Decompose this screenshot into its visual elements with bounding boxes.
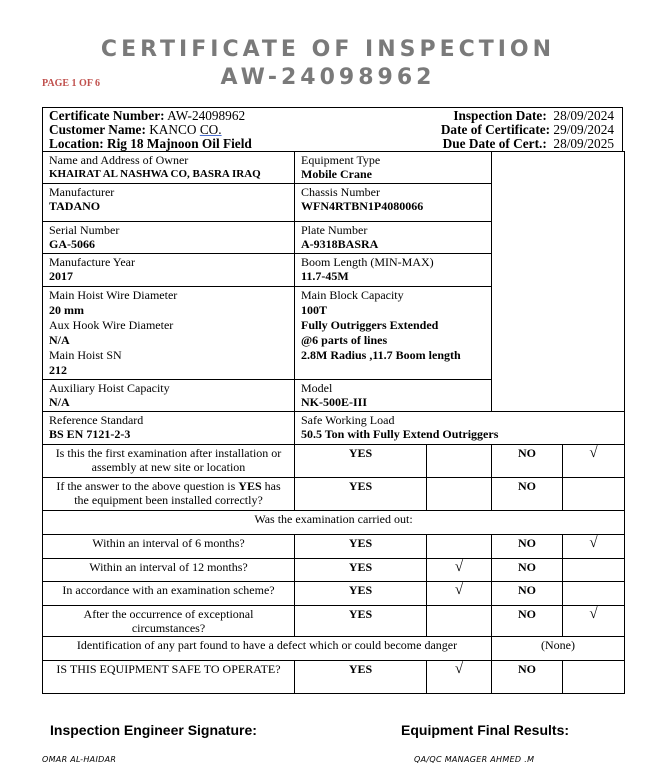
manufacturer-cell [43, 184, 295, 222]
yes-check-empty [427, 606, 492, 637]
customer-value: KANCO [149, 122, 200, 137]
no-check-empty [563, 478, 625, 511]
swl-cell [295, 412, 625, 445]
inspection-table [42, 151, 625, 694]
question-examination-scheme: In accordance with an examination scheme? [43, 582, 295, 606]
owner-cell [43, 152, 295, 184]
check-mark: √ [427, 582, 492, 606]
main-sn-value: 212 [49, 363, 67, 377]
examination-carried-out-heading: Was the examination carried out: [43, 511, 625, 535]
inspection-date-value: 28/09/2024 [553, 108, 614, 123]
question-6-months: Within an interval of 6 months? [43, 535, 295, 559]
defect-question: Identification of any part found to have a defect which or could become danger [43, 637, 492, 661]
table-row [43, 637, 625, 661]
table-row [43, 606, 625, 637]
question-exceptional-circumstances: After the occurrence of exceptional circumstances? [43, 606, 295, 637]
plate-cell [295, 222, 492, 254]
boom-value: 11.7-45M [301, 269, 349, 283]
plate-label: Plate Number [301, 223, 368, 237]
due-date-row [443, 137, 614, 151]
final-results-value: QA/QC MANAGER AHMED .M [414, 755, 535, 764]
customer-label: Customer Name: [49, 122, 146, 137]
table-row [43, 152, 625, 184]
aux-capacity-cell [43, 380, 295, 412]
standard-value: BS EN 7121-2-3 [49, 427, 131, 441]
aux-wire-value: N/A [49, 333, 70, 347]
aux-wire-label: Aux Hook Wire Diameter [49, 318, 174, 332]
table-row [43, 582, 625, 606]
question-text: If the answer to the above question is [56, 479, 239, 493]
main-sn-label: Main Hoist SN [49, 348, 122, 362]
yes-label: YES [295, 582, 427, 606]
cert-date-value: 29/09/2024 [553, 122, 614, 137]
no-check-empty [563, 582, 625, 606]
equipment-type-value: Mobile Crane [301, 167, 372, 181]
boom-label: Boom Length (MIN-MAX) [301, 255, 434, 269]
table-row [43, 445, 625, 478]
yes-label: YES [295, 661, 427, 694]
serial-label: Serial Number [49, 223, 120, 237]
cert-number-label: Certificate Number: [49, 108, 165, 123]
block-cell [295, 287, 492, 380]
yes-check-empty [427, 478, 492, 511]
certificate-title: CERTIFICATE OF INSPECTION [100, 37, 556, 62]
question-emphasis: YES [238, 479, 262, 493]
check-mark: √ [427, 661, 492, 694]
due-date-label: Due Date of Cert.: [442, 136, 547, 151]
main-wire-value: 20 mm [49, 303, 84, 317]
block-label: Main Block Capacity [301, 288, 404, 302]
yes-label: YES [295, 478, 427, 511]
table-row [43, 661, 625, 694]
no-label: NO [492, 661, 563, 694]
manufacturer-value: TADANO [49, 199, 101, 213]
year-cell [43, 254, 295, 287]
check-mark: √ [427, 559, 492, 582]
location-label: Location: [49, 136, 104, 151]
standard-label: Reference Standard [49, 413, 144, 427]
yes-label: YES [295, 445, 427, 478]
blank-side-cell [492, 152, 625, 412]
owner-label: Name and Address of Owner [49, 153, 189, 167]
yes-label: YES [295, 535, 427, 559]
block-value: 100T [301, 303, 328, 317]
no-check-empty [563, 559, 625, 582]
serial-cell [43, 222, 295, 254]
serial-value: GA-5066 [49, 237, 95, 251]
plate-value: A-9318BASRA [301, 237, 379, 251]
aux-capacity-value: N/A [49, 395, 70, 409]
chassis-cell [295, 184, 492, 222]
model-label: Model [301, 381, 333, 395]
year-value: 2017 [49, 269, 73, 283]
location-row [49, 137, 252, 151]
engineer-signature-label: Inspection Engineer Signature: [50, 722, 257, 738]
block-detail-3: 2.8M Radius ,11.7 Boom length [301, 348, 461, 362]
inspection-date-row [453, 109, 614, 123]
chassis-label: Chassis Number [301, 185, 380, 199]
question-first-exam: Is this the first examination after installation or assembly at new site or location [43, 445, 295, 478]
yes-check-empty [427, 535, 492, 559]
boom-cell [295, 254, 492, 287]
table-row [43, 535, 625, 559]
cert-date-label: Date of Certificate: [440, 122, 551, 137]
swl-label: Safe Working Load [301, 413, 395, 427]
equipment-type-cell [295, 152, 492, 184]
cert-number-value: AW-24098962 [167, 108, 246, 123]
block-detail-2: @6 parts of lines [301, 333, 388, 347]
yes-label: YES [295, 559, 427, 582]
check-mark: √ [563, 606, 625, 637]
table-row [43, 412, 625, 445]
defect-answer: (None) [492, 637, 625, 661]
table-row [43, 559, 625, 582]
no-label: NO [492, 582, 563, 606]
main-wire-label: Main Hoist Wire Diameter [49, 288, 178, 302]
customer-value-underlined: CO. [199, 122, 222, 137]
customer-row [49, 123, 222, 137]
certificate-header-box [42, 107, 623, 152]
block-detail-1: Fully Outriggers Extended [301, 318, 439, 332]
certificate-number-title: AW-24098962 [220, 65, 436, 90]
model-value: NK-500E-III [301, 395, 368, 409]
final-results-label: Equipment Final Results: [401, 722, 570, 738]
model-cell [295, 380, 492, 412]
yes-label: YES [295, 606, 427, 637]
check-mark: √ [563, 445, 625, 478]
no-label: NO [492, 478, 563, 511]
chassis-value: WFN4RTBN1P4080066 [301, 199, 424, 213]
question-12-months: Within an interval of 12 months? [43, 559, 295, 582]
no-check-empty [563, 661, 625, 694]
question-text: has the equipment been installed correctly? [74, 479, 281, 507]
equipment-type-label: Equipment Type [301, 153, 381, 167]
manufacturer-label: Manufacturer [49, 185, 115, 199]
no-label: NO [492, 606, 563, 637]
aux-capacity-label: Auxiliary Hoist Capacity [49, 381, 170, 395]
no-label: NO [492, 535, 563, 559]
standard-cell [43, 412, 295, 445]
year-label: Manufacture Year [49, 255, 135, 269]
yes-check-empty [427, 445, 492, 478]
inspection-date-label: Inspection Date: [453, 108, 547, 123]
question-installed-correctly [43, 478, 295, 511]
page-indicator: PAGE 1 OF 6 [42, 78, 101, 89]
hoist-cell [43, 287, 295, 380]
table-row [43, 478, 625, 511]
no-label: NO [492, 559, 563, 582]
swl-value: 50.5 Ton with Fully Extend Outriggers [301, 427, 499, 441]
no-label: NO [492, 445, 563, 478]
location-value: Rig 18 Majnoon Oil Field [107, 136, 252, 151]
table-row [43, 511, 625, 535]
engineer-name: OMAR AL-HAIDAR [42, 755, 117, 764]
cert-number-row [49, 109, 245, 123]
question-safe-to-operate: IS THIS EQUIPMENT SAFE TO OPERATE? [43, 661, 295, 694]
due-date-value: 28/09/2025 [553, 136, 614, 151]
owner-value: KHAIRAT AL NASHWA CO, BASRA IRAQ [49, 168, 261, 180]
cert-date-row [441, 123, 614, 137]
check-mark: √ [563, 535, 625, 559]
